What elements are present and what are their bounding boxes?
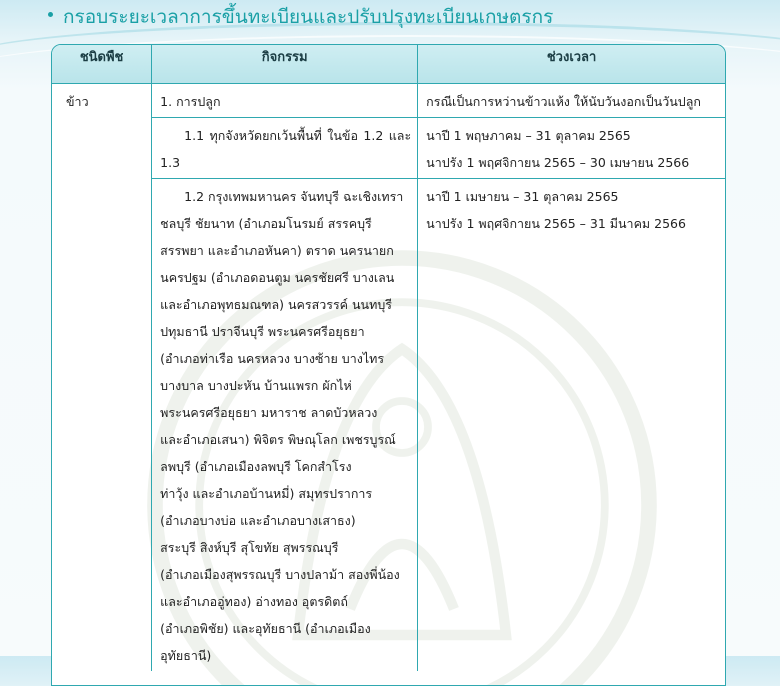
activity-line: ลพบุรี (อำเภอเมืองลพบุรี โคกสำโรง xyxy=(160,459,352,474)
activity-text: 1. การปลูก xyxy=(160,94,221,109)
page-title-text: กรอบระยะเวลาการขึ้นทะเบียนและปรับปรุงทะเบียนเกษตรกร xyxy=(63,6,554,28)
activity-text: 1.1 ทุกจังหวัดยกเว้นพื้นที่ ในข้อ 1.2 และ 1.3 xyxy=(160,128,412,170)
activity-line: และอำเภอเสนา) พิจิตร พิษณุโลก เพชรบูรณ์ xyxy=(160,432,396,447)
schedule-table-card xyxy=(51,44,726,686)
activity-line: (อำเภอท่าเรือ นครหลวง บางซ้าย บางไทร xyxy=(160,351,385,366)
period-cell xyxy=(418,84,725,118)
header-activity: กิจกรรม xyxy=(152,45,418,84)
activity-line: บางบาล บางปะหัน บ้านแพรก ผักไห่ xyxy=(160,378,352,393)
header-crop-type: ชนิดพืช xyxy=(52,45,152,84)
activity-line: (อำเภอพิชัย) และอุทัยธานี (อำเภอเมือง xyxy=(160,621,371,636)
schedule-table xyxy=(52,45,725,671)
activity-line: ท่าวุ้ง และอำเภอบ้านหมี่) สมุทรปราการ xyxy=(160,486,373,501)
activity-line: 1.2 กรุงเทพมหานคร จันทบุรี ฉะเชิงเทรา xyxy=(184,189,404,204)
period-text: นาปี 1 พฤษภาคม – 31 ตุลาคม 2565 xyxy=(426,128,631,143)
activity-line: ปทุมธานี ปราจีนบุรี พระนครศรีอยุธยา xyxy=(160,324,365,339)
table-header-row xyxy=(52,45,725,84)
crop-name: ข้าว xyxy=(66,94,89,109)
period-text: นาปรัง 1 พฤศจิกายน 2565 – 30 เมษายน 2566 xyxy=(426,155,690,170)
activity-cell xyxy=(152,179,418,672)
table-row xyxy=(52,118,725,179)
bullet-icon xyxy=(48,12,53,17)
activity-line: (อำเภอบางบ่อ และอำเภอบางเสาธง) xyxy=(160,513,356,528)
activity-line: (อำเภอเมืองสุพรรณบุรี บางปลาม้า สองพี่น้อง xyxy=(160,567,400,582)
table-row xyxy=(52,84,725,118)
activity-line: และอำเภอพุทธมณฑล) นครสวรรค์ นนทบุรี xyxy=(160,297,392,312)
activity-line: ชลบุรี ชัยนาท (อำเภอมโนรมย์ สรรคบุรี xyxy=(160,216,372,231)
activity-cell xyxy=(152,118,418,179)
activity-line: พระนครศรีอยุธยา มหาราช ลาดบัวหลวง xyxy=(160,405,378,420)
period-cell xyxy=(418,118,725,179)
activity-line: สระบุรี สิงห์บุรี สุโขทัย สุพรรณบุรี xyxy=(160,540,339,555)
crop-cell xyxy=(52,84,152,672)
period-text: นาปี 1 เมษายน – 31 ตุลาคม 2565 xyxy=(426,189,619,204)
header-period: ช่วงเวลา xyxy=(418,45,725,84)
activity-line: อุทัยธานี) xyxy=(160,648,212,663)
period-cell xyxy=(418,179,725,672)
activity-line: และอำเภออู่ทอง) อ่างทอง อุตรดิตถ์ xyxy=(160,594,348,609)
table-row xyxy=(52,179,725,672)
period-text: นาปรัง 1 พฤศจิกายน 2565 – 31 มีนาคม 2566 xyxy=(426,216,686,231)
activity-cell xyxy=(152,84,418,118)
activity-line: นครปฐม (อำเภอดอนตูม นครชัยศรี บางเลน xyxy=(160,270,395,285)
period-text: กรณีเป็นการหว่านข้าวแห้ง ให้นับวันงอกเป็นวันปลูก xyxy=(426,94,701,109)
activity-line: สรรพยา และอำเภอหันคา) ตราด นครนายก xyxy=(160,243,394,258)
page-title xyxy=(48,2,553,32)
